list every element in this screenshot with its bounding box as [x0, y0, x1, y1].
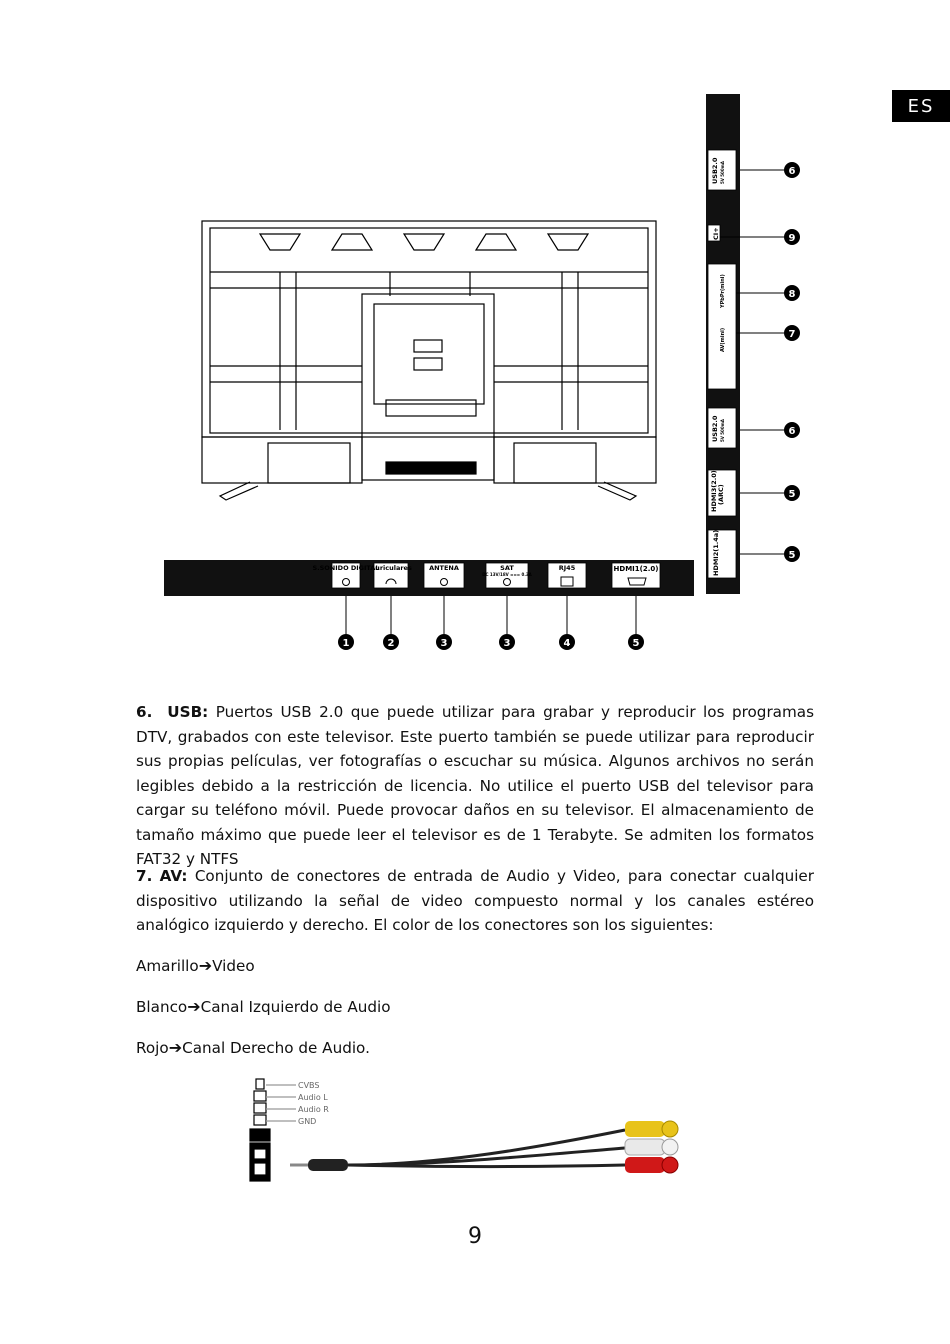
side-hdmi3-label: HDMI3(2.0)	[710, 470, 718, 512]
jack-label-audio-r: Audio R	[298, 1105, 329, 1114]
section-usb	[136, 700, 814, 872]
jack-label-gnd: GND	[298, 1117, 317, 1126]
port-digital-audio-label: S.SONIDO DIGITAL	[312, 564, 380, 572]
jack-label-audio-l: Audio L	[298, 1093, 328, 1102]
section-text: Conjunto de conectores de entrada de Audio y Video, para conectar cualquier dispositivo utilizando la señal de video compuesto normal y los canales estéreo analógico izquierdo y derecho. El color de los conectores son los siguientes:	[136, 867, 815, 934]
section-av	[136, 864, 814, 938]
arrow-icon: ➔	[198, 956, 213, 975]
callout-number: 7	[788, 329, 796, 340]
av-cable-illustration	[240, 1075, 700, 1190]
arrow-icon: ➔	[187, 997, 201, 1016]
tv-back-illustration	[202, 221, 656, 500]
callout-number: 9	[788, 233, 796, 244]
side-usb-bottom-sublabel: 5V 500mA	[720, 419, 725, 442]
port-hdmi1-label: HDMI1(2.0)	[613, 565, 659, 573]
color-item-red: Rojo➔Canal Derecho de Audio.	[136, 1038, 370, 1057]
language-tab: ES	[892, 90, 950, 122]
side-ci-label: CI+	[712, 227, 720, 240]
jack-label-cvbs: CVBS	[298, 1081, 320, 1090]
callout-number: 2	[387, 638, 395, 649]
callout-number: 1	[342, 638, 350, 649]
port-headphone-label: Auriculares	[370, 564, 412, 572]
port-antenna-label: ANTENA	[429, 564, 459, 572]
section-number: 7.	[136, 867, 153, 885]
callout-number: 8	[788, 289, 796, 300]
side-hdmi3-sublabel: (ARC)	[717, 484, 725, 505]
side-usb-top-sublabel: 5V 500mA	[720, 161, 725, 184]
bottom-callouts	[338, 634, 644, 650]
arrow-icon: ➔	[168, 1038, 183, 1057]
section-title: AV:	[159, 867, 188, 885]
page-number: 9	[468, 1224, 482, 1249]
color-item-white: Blanco➔Canal Izquierdo de Audio	[136, 997, 391, 1016]
port-rj45-label: RJ45	[558, 564, 576, 572]
jack-diagram	[250, 1079, 296, 1181]
side-av-label: AV(mini)	[720, 327, 726, 352]
section-title: USB:	[167, 703, 209, 721]
side-usb-bottom-label: USB2.0	[711, 415, 719, 442]
callout-number: 3	[503, 638, 511, 649]
callout-number: 4	[563, 638, 571, 649]
cable-drawing	[290, 1121, 678, 1173]
callout-number: 5	[632, 638, 640, 649]
callout-number: 5	[788, 550, 796, 561]
port-sat-sublabel: DC 13V/18V === 0.3A	[482, 572, 532, 577]
side-callouts	[784, 162, 800, 562]
port-sat-label: SAT	[500, 564, 514, 572]
side-ypbpr-label: YPbPr(mini)	[720, 274, 726, 308]
callout-number: 6	[788, 166, 796, 177]
callout-number: 6	[788, 426, 796, 437]
color-item-yellow: Amarillo➔Video	[136, 956, 255, 975]
section-number: 6.	[136, 703, 153, 721]
side-usb-top-label: USB2.0	[711, 157, 719, 184]
section-text: Puertos USB 2.0 que puede utilizar para grabar y reproducir los programas DTV, grabados con este televisor. Este puerto también se puede utilizar para reproducir sus propias películas, ver fotografías o escuchar su música. Algunos archivos no serán legibles debido a la restricción de licencia. No utilice el puerto USB del televisor para cargar su teléfono móvil. Puede provocar daños en su televisor. El almacenamiento de tamaño máximo que puede leer el televisor es de 1 Terabyte. Se admiten los formatos FAT32 y NTFS	[136, 703, 815, 868]
callout-number: 5	[788, 489, 796, 500]
side-hdmi2-label: HDMI2(1.4a)	[712, 529, 720, 576]
callout-number: 3	[440, 638, 448, 649]
